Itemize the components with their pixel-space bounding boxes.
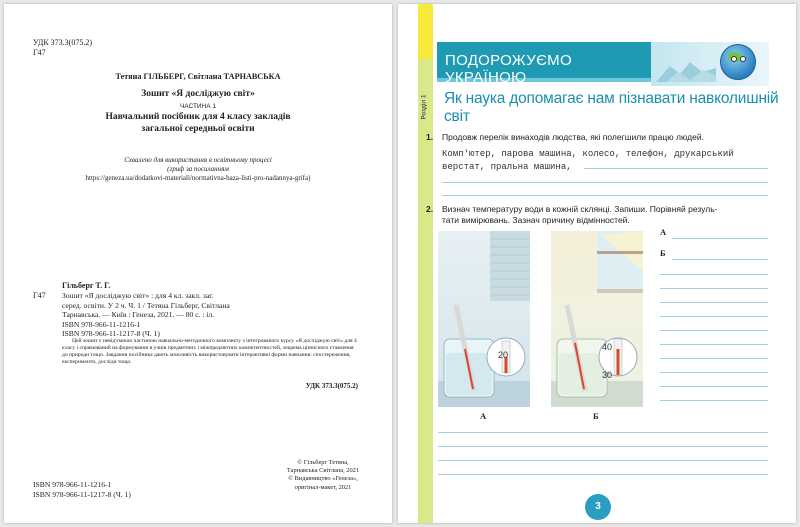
mascot-eye	[740, 56, 746, 62]
glass-a-illustration	[438, 231, 530, 407]
annotation: Цей зошит є невід'ємною частиною навчально-методичного комплекту з інтегрованого курсу «Я досліджую світ» для 4 класу і спрямований на формування в учнів предметних і міжпредметних компетентностей, зокрема ціннісного ставлення до природи тощо. Завдання посібника дають можливість використовувати інтерактивні форми навчання: спостереження, експерименти, досліди тощо.	[62, 338, 357, 365]
isbn-line: ISBN 978-966-11-1216-1	[33, 480, 112, 489]
answer-line-b[interactable]	[672, 259, 768, 260]
catalog-line: Тарнавська. — Київ : Генеза, 2021. — 80 с. : іл.	[62, 310, 215, 320]
section-label: Розділ 1	[421, 94, 428, 120]
catalog-entry	[62, 291, 358, 339]
answer-line[interactable]	[660, 288, 768, 289]
isbn-block	[33, 480, 131, 500]
left-page	[4, 4, 392, 523]
catalog-line: Зошит «Я досліджую світ» : для 4 кл. закл. заг.	[62, 291, 214, 300]
thermometer-b-reading-top: 40	[602, 342, 613, 352]
approval-line-1: Схвалено для використання в освітньому процесі	[124, 156, 272, 164]
answer-line[interactable]	[660, 372, 768, 373]
answer-label-a: А	[660, 227, 667, 237]
answer-line[interactable]	[438, 446, 768, 447]
authors: Тетяна ГІЛЬБЕРГ, Світлана ТАРНАВСЬКА	[115, 72, 281, 81]
task-2-number: 2.	[426, 204, 434, 214]
catalog-line: серед. освіти. У 2 ч. Ч. 1 / Тетяна Гільберг, Світлана	[62, 300, 230, 310]
catalog-isbn: ISBN 978-966-11-1216-1	[62, 319, 141, 329]
part-label: ЧАСТИНА 1	[179, 103, 217, 110]
task-1-answer-line-2: верстат, пральна машина,	[442, 162, 572, 172]
answer-line[interactable]	[660, 344, 768, 345]
catalog-isbn: ISBN 978-966-11-1217-8 (Ч. 1)	[62, 329, 160, 339]
answer-line[interactable]	[660, 400, 768, 401]
copyright-block	[268, 459, 378, 492]
catalog-code-top: Г47	[33, 48, 46, 57]
answer-line[interactable]	[438, 432, 768, 433]
answer-line[interactable]	[660, 274, 768, 275]
thermometer-b-reading-bottom: 30	[602, 370, 613, 380]
answer-line[interactable]	[584, 168, 768, 169]
answer-line[interactable]	[438, 474, 768, 475]
copyright-line: © Видавництво «Генеза»,	[288, 475, 358, 483]
answer-line[interactable]	[442, 182, 768, 183]
copyright-line: © Гільберг Тетяна,	[297, 459, 349, 466]
photo-glass-b	[551, 231, 643, 407]
task-1-prompt: Продовж перелік винаходів людства, які полегшили працю людей.	[442, 132, 704, 142]
udk-top-text: УДК 373.3(075.2)	[33, 38, 92, 47]
task-2-prompt-line: Визнач температуру води в кожній склянці. Запиши. Порівняй резуль-	[442, 204, 718, 214]
answer-line[interactable]	[660, 330, 768, 331]
answer-line[interactable]	[660, 302, 768, 303]
book-title: Зошит «Я досліджую світ»	[141, 89, 255, 99]
answer-line[interactable]	[438, 460, 768, 461]
side-stripe	[418, 4, 433, 523]
glass-b-illustration	[551, 231, 643, 407]
answer-line[interactable]	[660, 358, 768, 359]
task-2-prompt-line: тати вимірювань. Зазнач причину відмінностей.	[442, 215, 630, 225]
answer-line[interactable]	[660, 386, 768, 387]
task-1-answer-line-1: Комп'ютер, парова машина, колесо, телефон, друкарський	[442, 149, 734, 159]
mountains-illustration	[656, 60, 716, 82]
topic-title: Як наука допомагає нам пізнавати навколишній світ	[444, 90, 779, 125]
banner-title: ПОДОРОЖУЄМО УКРАЇНОЮ	[445, 52, 572, 86]
subtitle-line-2: загальної середньої освіти	[141, 124, 255, 134]
answer-line[interactable]	[660, 316, 768, 317]
copyright-line: Тарнавська Світлана, 2021	[286, 467, 360, 475]
udk-code-top	[33, 38, 92, 58]
catalog-code: Г47	[33, 291, 46, 300]
photo-glass-a	[438, 231, 530, 407]
copyright-line: оригінал-макет, 2021	[294, 483, 352, 491]
photo-b-caption: Б	[593, 411, 599, 421]
answer-label-b: Б	[660, 248, 666, 258]
isbn-line: ISBN 978-966-11-1217-8 (Ч. 1)	[33, 490, 131, 499]
approval-line-2: (гриф за посиланням	[167, 165, 229, 173]
answer-line-a[interactable]	[672, 238, 768, 239]
globe-mascot-icon	[720, 44, 756, 80]
approval-link[interactable]: https://geneza.ua/dodatkovi-materiali/normativna-baza-listi-pro-nadannya-grifa)	[85, 174, 311, 182]
thermometer-a-reading: 20	[498, 350, 509, 360]
unit-banner	[437, 42, 651, 86]
right-page	[398, 4, 796, 523]
book-subtitle	[34, 111, 362, 135]
catalog-author: Гільберг Т. Г.	[62, 281, 111, 290]
approval-note	[24, 156, 372, 183]
udk-code-bottom: УДК 373.3(075.2)	[305, 382, 358, 390]
photo-a-caption: А	[480, 411, 487, 421]
subtitle-line-1: Навчальний посібник для 4 класу закладів	[105, 112, 291, 122]
task-1-number: 1.	[426, 132, 434, 142]
page-number-badge: 3	[585, 494, 611, 520]
task-2-prompt	[442, 204, 772, 226]
side-stripe-accent	[418, 4, 433, 59]
mascot-eye	[731, 56, 737, 62]
answer-line[interactable]	[442, 195, 768, 196]
